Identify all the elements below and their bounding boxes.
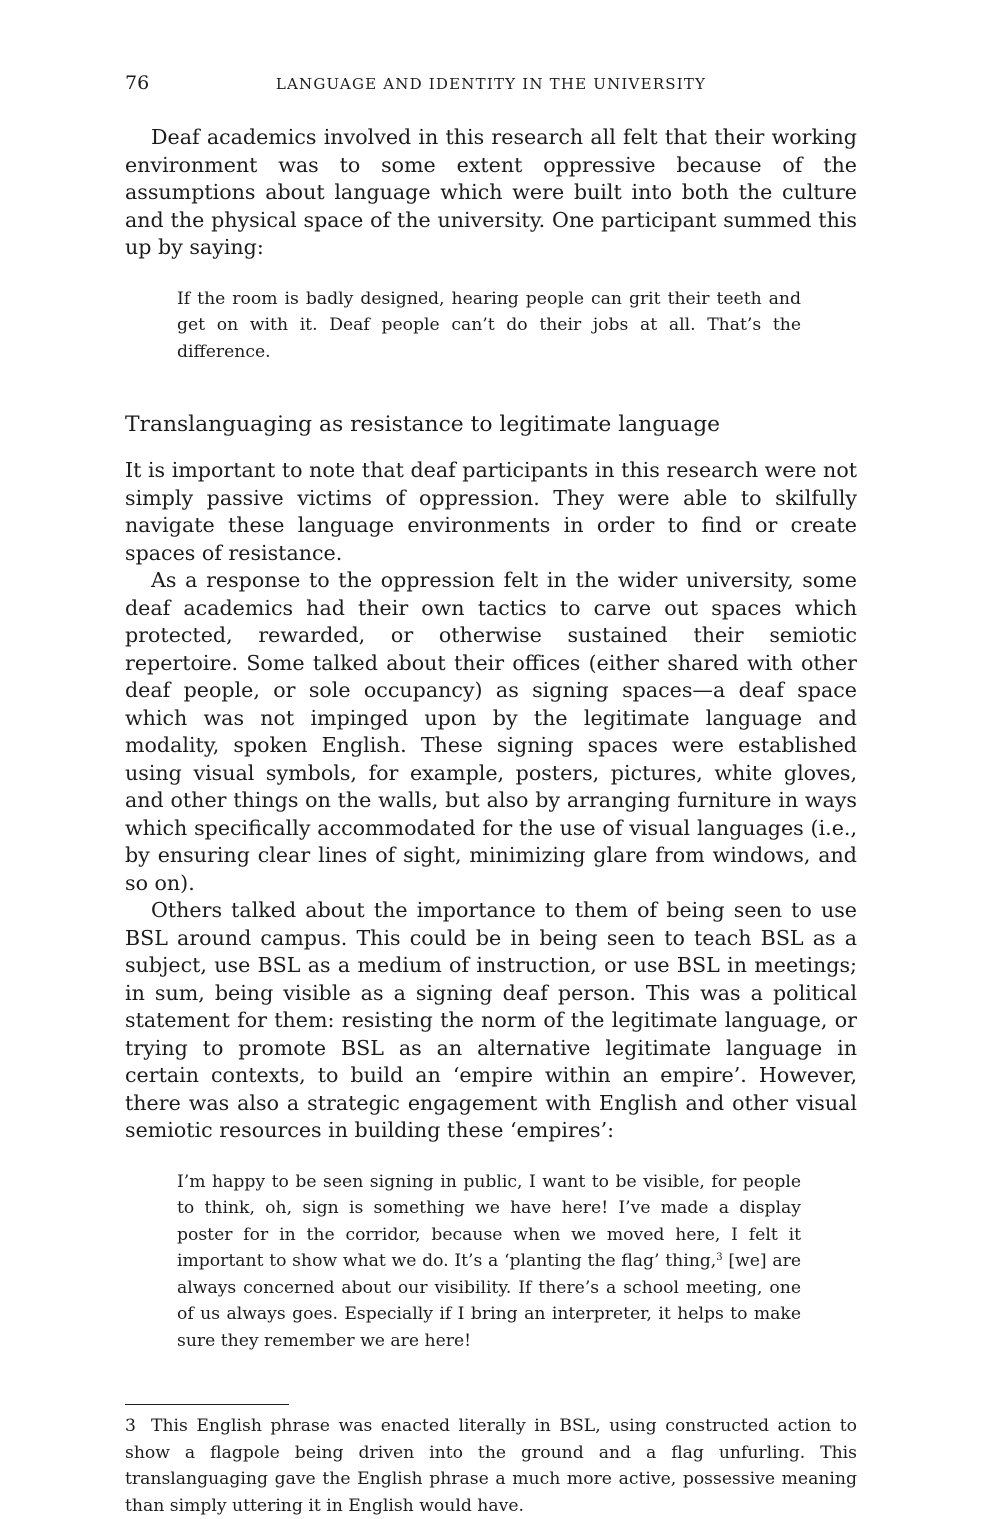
paragraph-resistance: It is important to note that deaf participants in this research were not simply passive victims of oppression. They were able to skilfully navigate these language environments in order to find or create spaces of resistance. — [125, 458, 857, 565]
paragraph-signing-spaces: As a response to the oppression felt in the wider university, some deaf academics had their own tactics to carve out spaces which protected, rewarded, or otherwise sustained their semiotic repertoire. Some talked about their offices (either shared with other deaf people, or sole occupancy) as signing spaces—a deaf space which was not impinged upon by the legitimate language and modality, spoken English. These signing spaces were established using visual symbols, for example, posters, pictures, white gloves, and other things on the walls, but also by arranging furniture in ways which specifically accommodated for the use of visual languages (i.e., by ensuring clear lines of sight, minimizing glare from windows, and so on). — [125, 568, 857, 895]
running-head — [125, 68, 857, 98]
footnote-text — [125, 1413, 857, 1519]
footnote-reference[interactable]: 3 — [716, 1252, 723, 1263]
footnote — [125, 1413, 857, 1519]
quote-text-start: I’m happy to be seen signing in public, I want to be visible, for people to think, oh, sign is something we have here! I’ve made a display poster for in the corridor, because when we moved here, I felt it important to show what we do. It’s a ‘planting the flag’ thing, — [177, 1171, 801, 1271]
quote-text: If the room is badly designed, hearing people can grit their teeth and get on with it. Deaf people can’t do their jobs at all. That’s the difference. — [177, 288, 801, 362]
footnote-body: This English phrase was enacted literally in BSL, using constructed action to show a flagpole being driven into the ground and a flag unfurling. This translanguaging gave the English phrase a much more active, possessive meaning than simply uttering it in English would have. — [125, 1416, 857, 1516]
running-title: LANGUAGE AND IDENTITY IN THE UNIVERSITY — [275, 75, 707, 93]
quote-text-end: [we] are always concerned about our visibility. If there’s a school meeting, one of us always goes. Especially if I bring an interpreter, it helps to make sure they remember we are here! — [177, 1251, 801, 1351]
block-quote-room-design — [177, 286, 801, 366]
book-page — [125, 68, 857, 1519]
section-heading: Translanguaging as resistance to legitimate language — [125, 412, 721, 437]
footnote-number: 3 — [125, 1416, 136, 1436]
page-number: 76 — [125, 72, 150, 94]
paragraph-visibility: Others talked about the importance to them of being seen to use BSL around campus. This could be in being seen to teach BSL as a subject, use BSL as a medium of instruction, or use BSL in meetings; in sum, being visible as a signing deaf person. This was a political statement for them: resisting the norm of the legitimate language, or trying to promote BSL as an alternative legitimate language in certain contexts, to build an ‘empire within an empire’. However, there was also a strategic engagement with English and other visual semiotic resources in building these ‘empires’: — [125, 898, 857, 1142]
paragraph-intro: Deaf academics involved in this research all felt that their working environment was to some extent oppressive because of the assumptions about language which were built into both the culture and the physical space of the university. One participant summed this up by saying: — [125, 125, 857, 259]
block-quote-visibility — [177, 1169, 801, 1355]
footnote-divider — [125, 1404, 289, 1405]
quote-text — [177, 1169, 801, 1355]
